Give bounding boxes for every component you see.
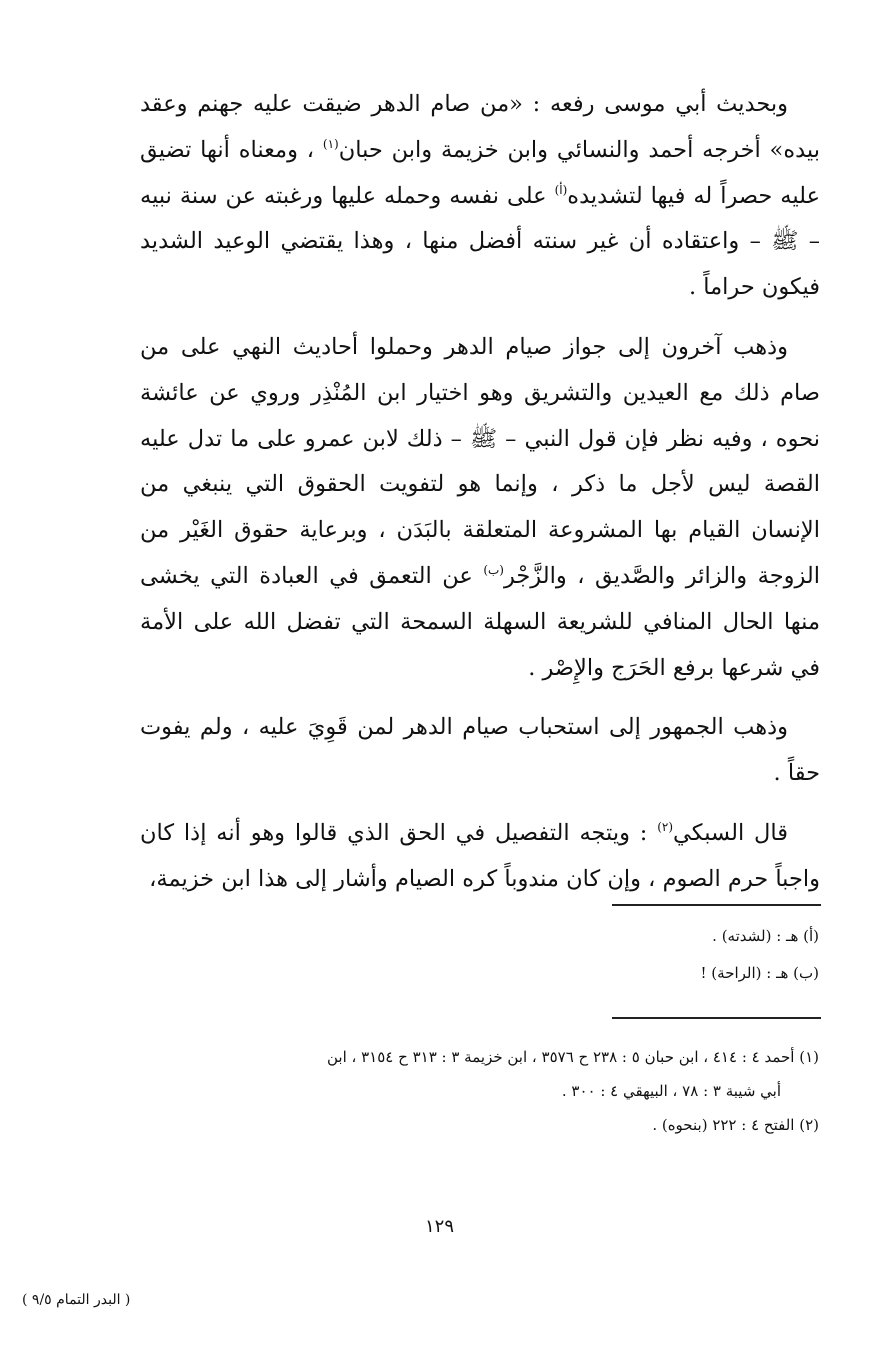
source-note: (٢) الفتح ٤ : ٢٢٢ (بنحوه) . <box>652 1116 819 1134</box>
text-segment: ، ومعناه أنها تضيق عليه حصراً له فيها لتشديده <box>140 136 821 209</box>
paragraph <box>140 325 820 691</box>
paragraph <box>140 82 820 311</box>
text-segment: على نفسه وحمله عليها ورغبته عن سنة نبيه – ﷺ – واعتقاده أن غير سنته أفضل منها ، وهذا يقتضي الوعيد الشديد فيكون حراماً . <box>140 182 820 301</box>
paragraph <box>140 705 820 797</box>
text-segment: وذهب الجمهور إلى استحباب صيام الدهر لمن قَوِيَ عليه ، ولم يفوت حقاً . <box>140 714 820 787</box>
paragraph <box>140 811 820 903</box>
text-segment: : ويتجه التفصيل في الحق الذي قالوا وهو أنه إذا كان واجباً حرم الصوم ، وإن كان مندوباً كره الصيام وأشار إلى هذا ابن خزيمة، <box>140 819 820 892</box>
book-signature: ( البدر التمام ٩/٥ ) <box>22 1292 131 1308</box>
text-segment: وبحديث أبي موسى رفعه : «من صام الدهر ضيقت عليه جهنم وعقد بيده» أخرجه أحمد والنسائي وابن خزيمة وابن حبان <box>140 91 820 163</box>
footnote-ref-2: (٢) <box>657 819 674 834</box>
text-segment: وذهب آخرون إلى جواز صيام الدهر وحملوا أحاديث النهي على من صام ذلك مع العيدين والتشريق وهو اختيار ابن المُنْذِر وروي عن عائشة نحوه ، وفيه نظر فإن قول النبي – ﷺ – ذلك لابن عمرو على ما تدل عليه القصة ليس لأجل ما ذكر ، وإنما هو لتفويت الحقوق التي ينبغي من الإنسان القيام بها المشروعة المتعلقة بالبَدَن ، وبرعاية حقوق الغَيْر من الزوجة والزائر والصَّديق ، والزَّجْر <box>140 333 820 589</box>
footnote-ref-a: (أ) <box>554 182 568 197</box>
footnote-divider <box>612 904 821 906</box>
footnote-divider <box>612 1017 821 1019</box>
source-note-continuation: أبي شيبة ٣ : ٧٨ ، البيهقي ٤ : ٣٠٠ . <box>561 1082 781 1100</box>
variant-note: (أ) هـ : (لشدته) . <box>712 927 819 945</box>
source-note: (١) أحمد ٤ : ٤١٤ ، ابن حبان ٥ : ٢٣٨ ح ٣٥٧٦ ، ابن خزيمة ٣ : ٣١٣ ح ٣١٥٤ ، ابن <box>326 1048 819 1066</box>
main-text <box>140 82 820 903</box>
page-number: ١٢٩ <box>424 1216 454 1237</box>
text-segment: قال السبكي <box>673 819 788 846</box>
source-notes <box>149 1040 819 1142</box>
variant-note: (ب) هـ : (الراحة) ! <box>700 964 819 982</box>
text-segment: عن التعمق في العبادة التي يخشى منها الحال المنافي للشريعة السهلة السمحة التي تفضل الله على الأمة في شرعها برفع الحَرَج والإِصْر . <box>140 562 820 681</box>
variant-notes <box>219 918 819 992</box>
footnote-ref-1: (١) <box>322 136 339 151</box>
footnote-ref-b: (ب) <box>483 562 504 577</box>
